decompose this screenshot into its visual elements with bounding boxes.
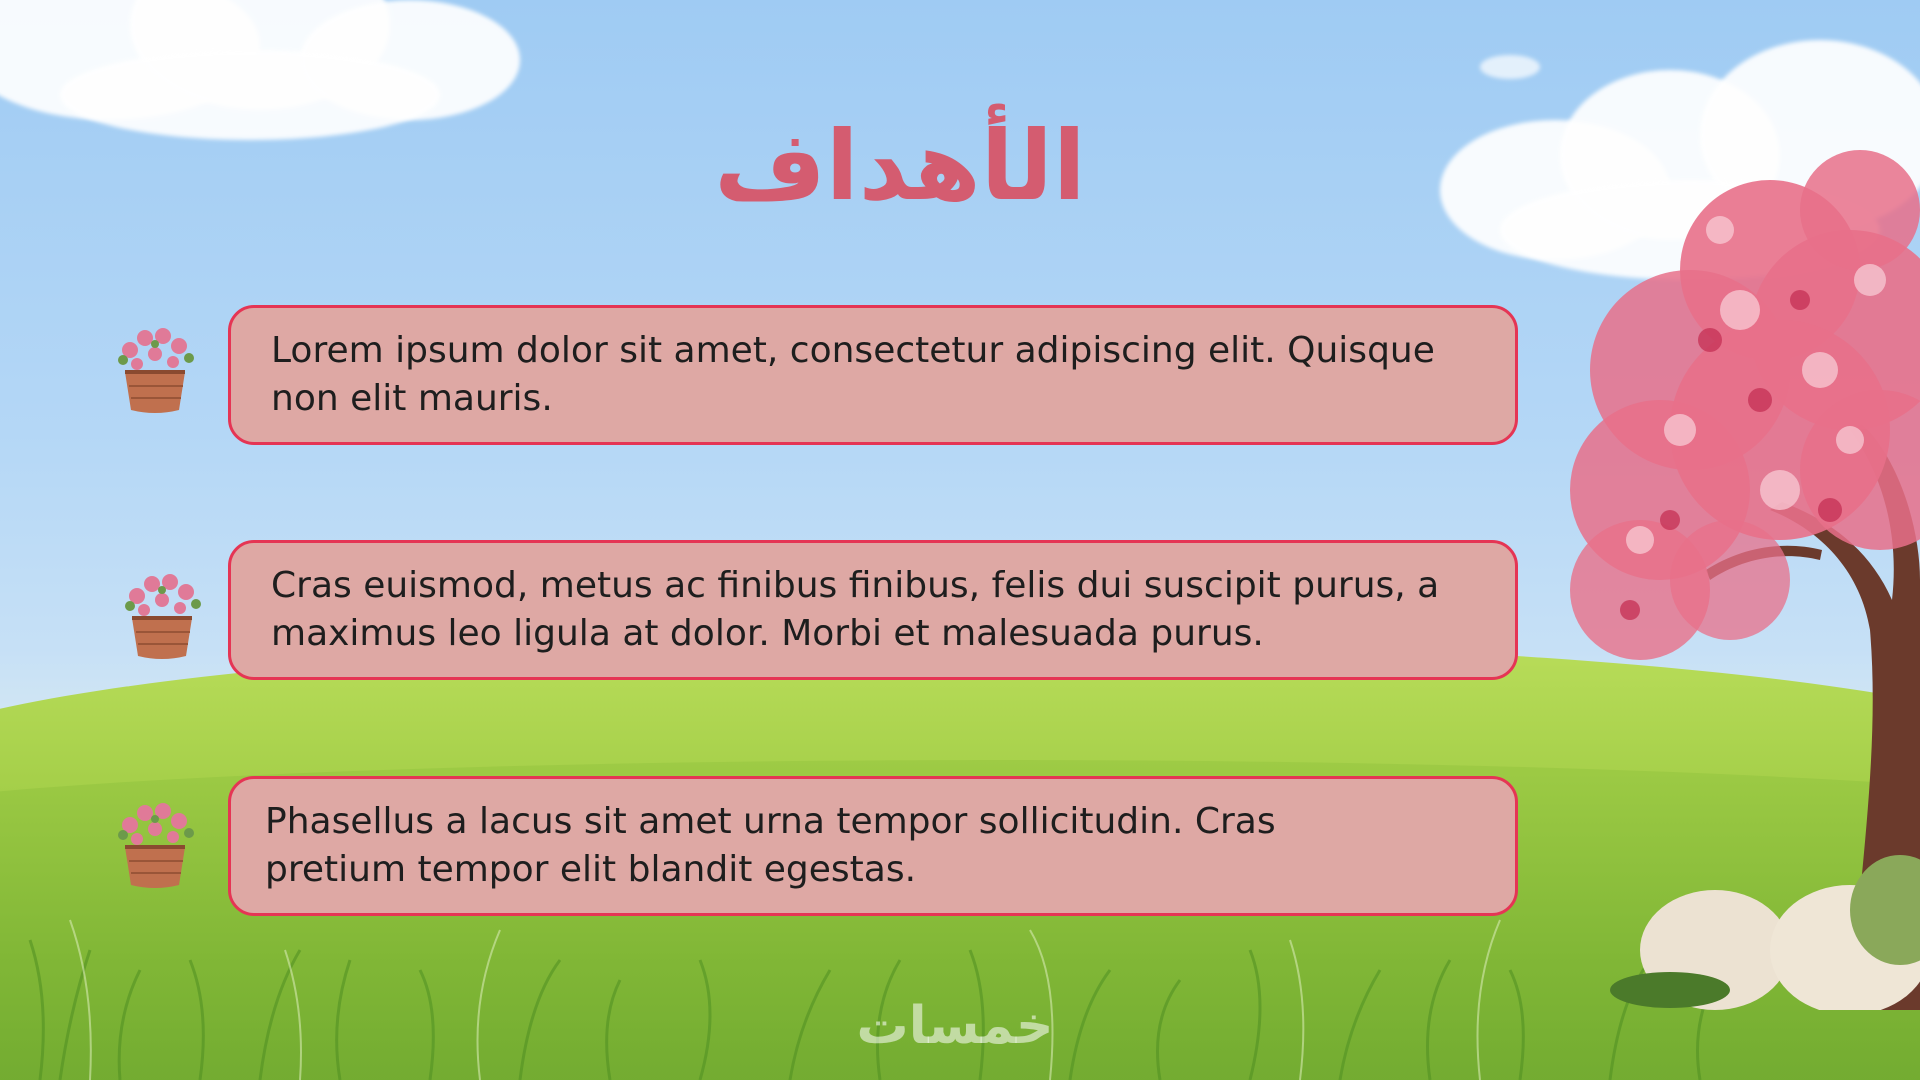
- flower-basket-icon: [105, 320, 205, 420]
- cherry-blossom-tree: [1520, 110, 1920, 1010]
- goal-box-3: [228, 776, 1518, 916]
- goal-text-1: Lorem ipsum dolor sit amet, consectetur adipiscing elit. Quisque non elit mauris.: [271, 330, 1435, 419]
- goal-text-2: Cras euismod, metus ac finibus finibus, felis dui suscipit purus, a maximus leo ligula at dolor. Morbi et malesuada purus.: [271, 565, 1440, 654]
- page-title: الأهداف: [714, 110, 1086, 222]
- flower-basket-icon: [105, 795, 205, 895]
- goal-box-2: [228, 540, 1518, 680]
- goal-box-1: [228, 305, 1518, 445]
- goal-text-3: Phasellus a lacus sit amet urna tempor sollicitudin. Cras pretium tempor elit blandit egestas.: [265, 801, 1276, 890]
- watermark-logo: خمسات: [856, 996, 1054, 1056]
- flower-basket-icon: [112, 566, 212, 666]
